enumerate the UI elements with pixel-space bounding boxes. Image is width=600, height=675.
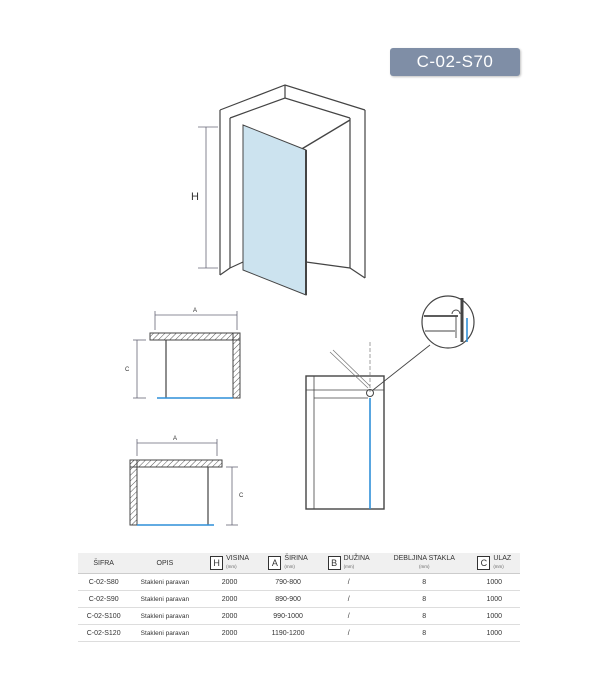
cell-ulaz: 1000	[469, 608, 520, 625]
duzina-unit: (mm)	[343, 564, 355, 569]
cell-debljina: 8	[380, 625, 469, 642]
cell-opis: Stakleni paravan	[129, 591, 200, 608]
cell-duzina: /	[317, 574, 379, 591]
col-sirina	[259, 553, 318, 574]
height-label: H	[191, 191, 199, 203]
height-dimension	[198, 127, 218, 268]
table-row	[78, 591, 520, 608]
cell-sirina: 990-1000	[259, 608, 318, 625]
cell-visina: 2000	[200, 591, 258, 608]
cell-sifra: C-02-S120	[78, 625, 129, 642]
cell-opis: Stakleni paravan	[129, 625, 200, 642]
table-row	[78, 574, 520, 591]
front-elevation	[306, 350, 384, 509]
plan-bottom-depth-label: C	[239, 493, 244, 499]
plan-view-top	[133, 311, 240, 398]
cell-ulaz: 1000	[469, 591, 520, 608]
ulaz-header-text: ULAZ	[493, 555, 512, 562]
debljina-header-text: DEBLJINA STAKLA	[393, 555, 455, 562]
detail-magnifier	[422, 296, 474, 348]
cell-ulaz: 1000	[469, 625, 520, 642]
detail-leader	[373, 345, 430, 390]
ulaz-letter-box: C	[477, 556, 490, 570]
plan-bottom-width-label: A	[173, 436, 178, 442]
glass-panel-iso	[243, 125, 306, 295]
col-debljina	[380, 553, 469, 574]
cell-debljina: 8	[380, 608, 469, 625]
debljina-unit: (mm)	[418, 564, 430, 569]
spec-table	[78, 553, 520, 642]
cell-debljina: 8	[380, 574, 469, 591]
visina-header-text: VISINA	[226, 555, 250, 562]
cell-duzina: /	[317, 591, 379, 608]
cell-visina: 2000	[200, 608, 258, 625]
col-sifra: ŠIFRA	[78, 553, 129, 574]
cell-duzina: /	[317, 608, 379, 625]
cell-sifra: C-02-S80	[78, 574, 129, 591]
table-row	[78, 608, 520, 625]
plan-top-depth-label: C	[125, 367, 130, 373]
sirina-header-text: ŠIRINA	[284, 555, 308, 562]
cell-sirina: 790-800	[259, 574, 318, 591]
col-ulaz	[469, 553, 520, 574]
visina-unit: (mm)	[226, 564, 237, 569]
model-badge: C-02-S70	[390, 48, 520, 76]
cell-debljina: 8	[380, 591, 469, 608]
cell-sirina: 890-900	[259, 591, 318, 608]
cell-opis: Stakleni paravan	[129, 574, 200, 591]
cell-sirina: 1190-1200	[259, 625, 318, 642]
cell-duzina: /	[317, 625, 379, 642]
col-opis: OPIS	[129, 553, 200, 574]
cell-opis: Stakleni paravan	[129, 608, 200, 625]
ulaz-unit: (mm)	[493, 564, 504, 569]
plan-top-width-label: A	[193, 308, 198, 314]
col-visina	[200, 553, 258, 574]
duzina-header-text: DUŽINA	[343, 555, 370, 562]
table-header-row	[78, 553, 520, 574]
cell-ulaz: 1000	[469, 574, 520, 591]
cell-sifra: C-02-S90	[78, 591, 129, 608]
duzina-letter-box: B	[328, 556, 341, 570]
plan-view-bottom	[130, 439, 238, 525]
cell-sifra: C-02-S100	[78, 608, 129, 625]
cell-visina: 2000	[200, 625, 258, 642]
visina-letter-box: H	[210, 556, 223, 570]
sirina-letter-box: A	[268, 556, 281, 570]
sirina-unit: (mm)	[284, 564, 295, 569]
cell-visina: 2000	[200, 574, 258, 591]
col-duzina	[317, 553, 379, 574]
table-row	[78, 625, 520, 642]
